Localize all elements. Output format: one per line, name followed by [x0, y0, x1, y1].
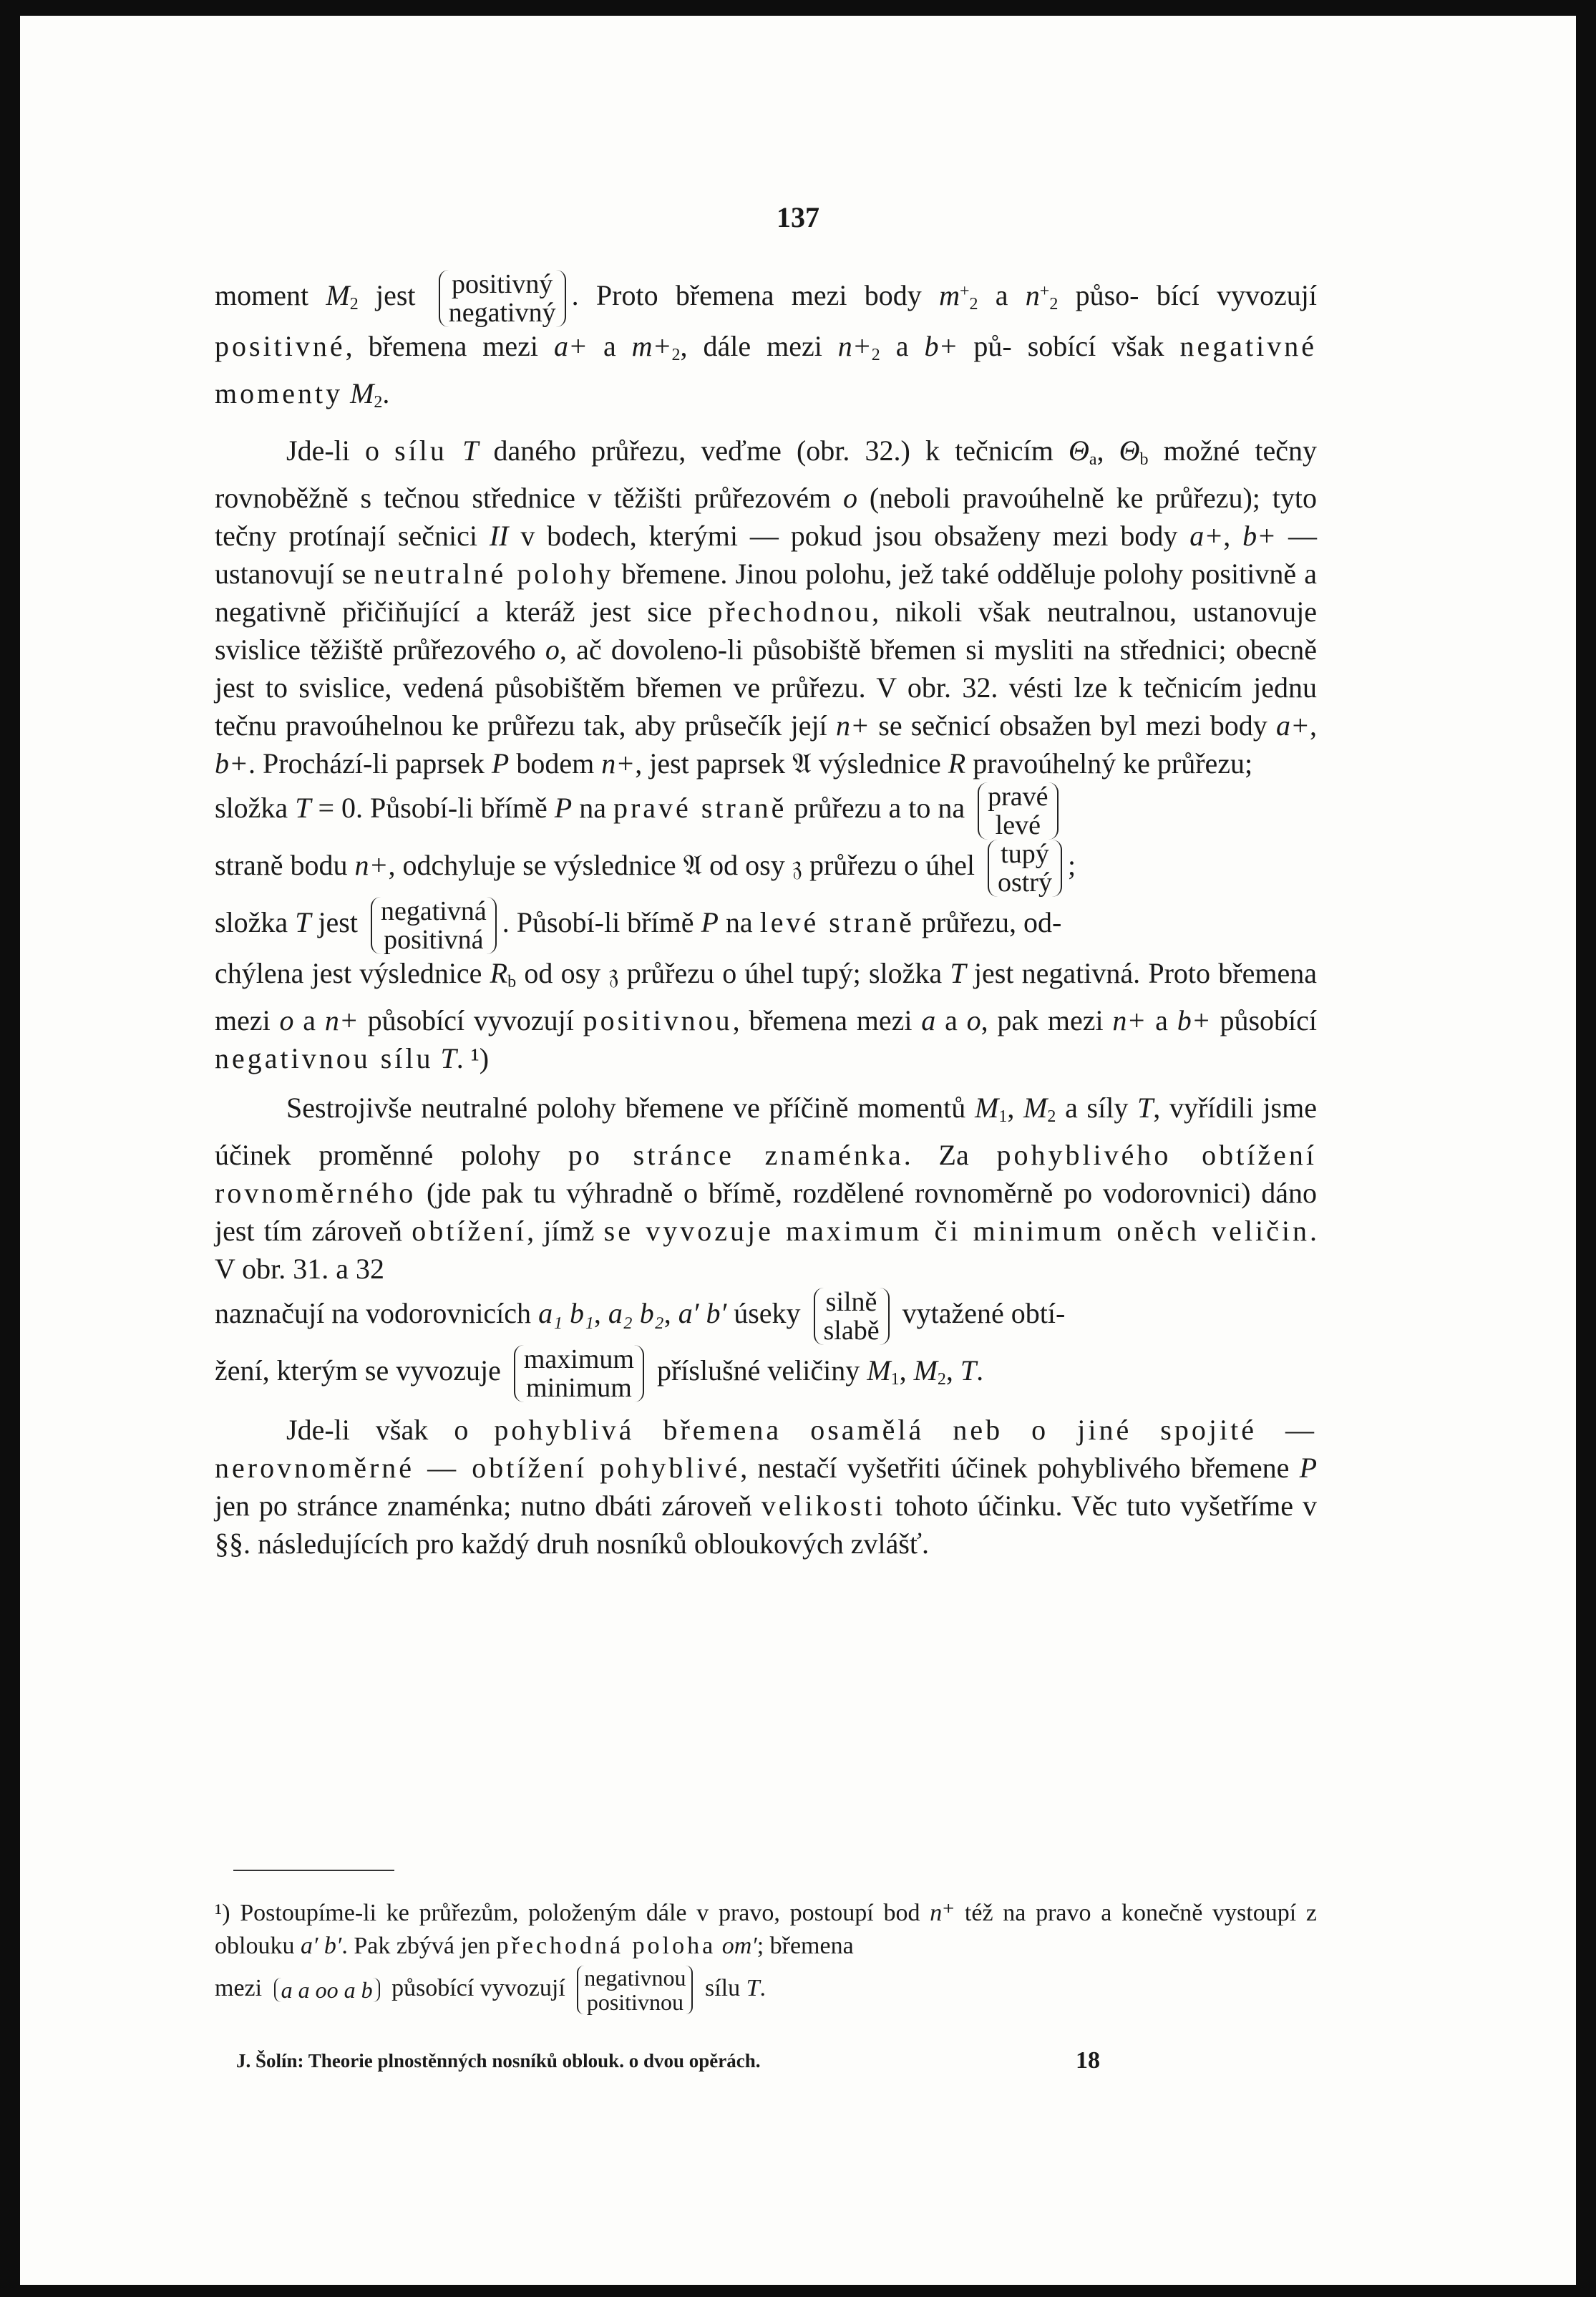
book-page — [20, 16, 1576, 2285]
paragraph-moving-loads: Jde-li však o pohyblivá břemena osamělá neb o jiné spojité — nerovnoměrné — obtížení pohyblivé, nestačí vyšetřiti účinek pohyblivého břemene P jen po stránce znaménka; nutno dbáti zároveň velikosti tohoto účinku. Věc tuto vyšetříme v §§. následujících pro každý druh nosníků obloukových zvlášť. — [215, 1414, 1318, 1560]
line-slozka-sign: složka T jest negativná positivná . Působí-li břímě P na levé straně průřezu, od- — [215, 896, 1062, 955]
line-deflection-angle: straně bodu n+, odchyluje se výslednice 𝔄 od osy 𝔷 průřezu o úhel tupý ostrý ; — [215, 839, 1076, 898]
line-max-min: žení, kterým se vyvozuje maximum minimum příslušné veličiny $M_1$, $M_2$, T. — [215, 1344, 984, 1403]
footnote-brace-points: a a oo a b — [274, 1978, 380, 2002]
footnote-brace-sign: negativnou positivnou — [577, 1966, 693, 2014]
brace-strong-weak: silně slabě — [814, 1288, 890, 1345]
line-sections: naznačují na vodorovnicích a₁ b₁, a₂ b₂, a′ b′ úseky silně slabě vytažené obtí- — [215, 1287, 1066, 1346]
paragraph-shear-force: Jde-li o sílu T daného průřezu, veďme (obr. 32.) k tečnicím $\Theta_a$, $\Theta_b$ možné tečny rovnoběžně s tečnou střednice v těžišti průřezovém o (neboli pravoúhelně ke průřezu); tyto tečny protínají sečnici II v bodech, kterými — pokud jsou obsaženy mezi body a+, b+ — ustanovují se neutralné polohy břemene. Jinou polohu, jež také odděluje polohy positivně a negativně přičiňující a kteráž jest sice přechodnou, nikoli však neutralnou, ustanovuje svislice těžiště průřezového o, ač dovoleno-li působiště břemen si mysliti na střednici; obecně jest to svislice, vedená působištěm břemen ve průřezu. V obr. 32. vésti lze k tečnicím jednu tečnu pravoúhelnou ke průřezu tak, aby průsečík její n+ se sečnicí obsažen byl mezi body a+, b+. Prochází-li paprsek P bodem n+, jest paprsek 𝔄 výslednice R pravoúhelný ke průřezu; — [215, 434, 1318, 780]
brace-max-min: maximum minimum — [514, 1345, 644, 1402]
footnote-reference: ¹) — [470, 1042, 490, 1074]
brace-right-left: pravé levé — [978, 782, 1058, 840]
brace-negative-positive: negativná positivná — [371, 897, 497, 954]
footnote: ¹) Postoupíme-li ke průřezům, položeným dále v pravo, postoupí bod n⁺ též na pravo a konečně vystoupí z oblouku a′ b′. Pak zbývá jen přechodná poloha om′; břemena mezi a a oo a b působící vyvozují negativnou positivnou sílu T. — [215, 1900, 1317, 2015]
paragraph-deflection: chýlena jest výslednice $R_b$ od osy 𝔷 průřezu o úhel tupý; složka T jest negativná. Proto břemena mezi o a n+ působící vyvozují positivnou, břemena mezi a a o, pak mezi n+ a b+ působící negativnou sílu T. ¹) — [215, 957, 1318, 1074]
paragraph-moment-sign: moment $M_2$ jest positivný negativný . Proto břemena mezi body $m^+_2$ a $n^+_2$ půso- bící vyvozují positivné, břemena mezi a+ a $m+_2$, dále mezi $n+_2$ a b+ pů- sobící však negativné momenty $M_2$. — [215, 269, 1317, 412]
main-text — [215, 270, 1317, 1563]
page-number: 137 — [777, 201, 819, 233]
line-slozka-zero: složka T = 0. Působí-li břímě P na pravé straně průřezu a to na pravé levé — [215, 782, 1317, 840]
paragraph-neutral-positions: Sestrojivše neutralné polohy břemene ve příčině momentů $M_1$, $M_2$ a síly T, vyřídili jsme účinek proměnné polohy po stránce znaménka. Za pohyblivého obtížení rovnoměrného (jde pak tu výhradně o břímě, rozdělené rovnoměrně po vodorovnici) dáno jest tím zároveň obtížení, jímž se vyvozuje maximum či minimum oněch veličin. V obr. 31. a 32 — [215, 1092, 1318, 1285]
brace-obtuse-acute: tupý ostrý — [988, 840, 1062, 897]
sheet-number: 18 — [1076, 2047, 1100, 2074]
brace-positive-negative: positivný negativný — [439, 270, 566, 327]
footnote-mark: ¹) — [215, 1900, 230, 1926]
footnote-rule — [233, 1870, 394, 1871]
signature-line: J. Šolín: Theorie plnostěnných nosníků oblouk. o dvou opěrách. — [236, 2050, 761, 2072]
